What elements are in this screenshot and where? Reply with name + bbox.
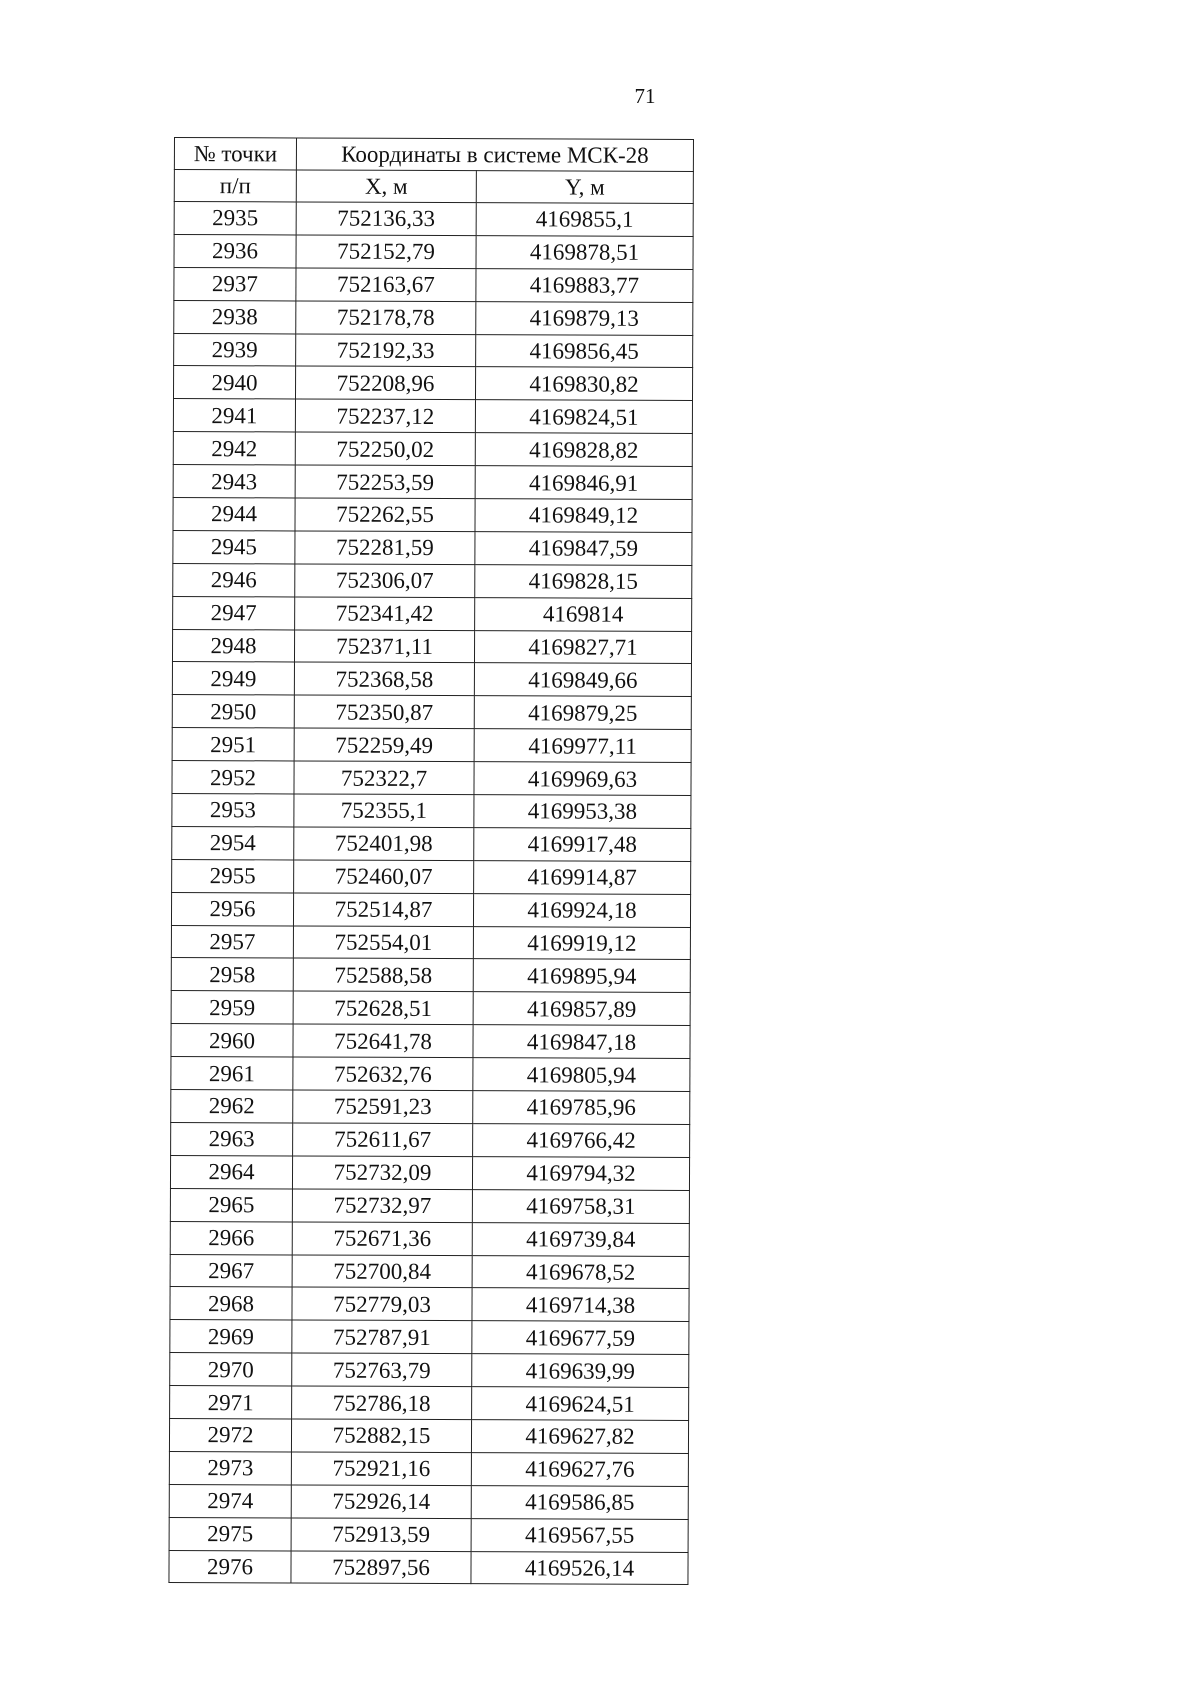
table-row — [171, 925, 690, 960]
y-coordinate-cell: 4169830,82 — [475, 367, 692, 401]
table-row — [169, 1451, 688, 1486]
y-coordinate-cell: 4169739,84 — [472, 1222, 689, 1256]
y-coordinate-cell: 4169714,38 — [472, 1288, 689, 1322]
point-number-cell: 2952 — [172, 761, 294, 794]
x-coordinate-cell: 752306,07 — [295, 564, 475, 598]
y-coordinate-cell: 4169526,14 — [471, 1551, 688, 1585]
y-coordinate-cell: 4169828,82 — [475, 433, 692, 467]
table-row — [171, 1122, 690, 1157]
point-number-cell: 2971 — [170, 1386, 292, 1419]
table-row — [173, 498, 692, 533]
point-number-cell: 2937 — [174, 267, 296, 300]
x-coordinate-cell: 752591,23 — [293, 1090, 473, 1124]
table-row — [174, 202, 693, 237]
point-number-cell: 2966 — [170, 1221, 292, 1254]
point-number-cell: 2935 — [174, 202, 296, 235]
y-coordinate-cell: 4169624,51 — [472, 1387, 689, 1421]
y-coordinate-cell: 4169627,76 — [471, 1452, 688, 1486]
x-coordinate-cell: 752641,78 — [293, 1024, 473, 1058]
x-coordinate-cell: 752371,11 — [294, 630, 474, 664]
y-coordinate-cell: 4169814 — [475, 597, 692, 631]
point-number-cell: 2964 — [170, 1155, 292, 1188]
y-coordinate-cell: 4169586,85 — [471, 1485, 688, 1519]
table-row — [174, 267, 693, 302]
point-number-cell: 2967 — [170, 1254, 292, 1287]
x-coordinate-cell: 752786,18 — [292, 1386, 472, 1420]
point-number-cell: 2956 — [171, 892, 293, 925]
y-coordinate-cell: 4169847,59 — [475, 532, 692, 566]
point-number-cell: 2950 — [172, 695, 294, 728]
x-coordinate-cell: 752401,98 — [294, 827, 474, 861]
point-number-cell: 2960 — [171, 1024, 293, 1057]
point-number-cell: 2970 — [170, 1353, 292, 1386]
table-row — [173, 399, 692, 434]
point-number-cell: 2939 — [174, 333, 296, 366]
table-row — [172, 695, 691, 730]
point-number-cell: 2954 — [172, 826, 294, 859]
y-coordinate-cell: 4169953,38 — [474, 795, 691, 829]
y-coordinate-cell: 4169977,11 — [474, 729, 691, 763]
y-coordinate-cell: 4169895,94 — [473, 959, 690, 993]
x-coordinate-cell: 752152,79 — [296, 235, 476, 269]
table-row — [170, 1320, 689, 1355]
y-coordinate-cell: 4169969,63 — [474, 762, 691, 796]
x-coordinate-cell: 752259,49 — [294, 728, 474, 762]
table-row — [169, 1517, 688, 1552]
point-number-cell: 2965 — [170, 1188, 292, 1221]
y-coordinate-cell: 4169879,25 — [474, 696, 691, 730]
table-row — [170, 1287, 689, 1322]
point-number-cell: 2957 — [171, 925, 293, 958]
y-coordinate-cell: 4169828,15 — [475, 564, 692, 598]
point-number-cell: 2949 — [172, 662, 294, 695]
x-coordinate-cell: 752763,79 — [292, 1353, 472, 1387]
point-number-cell: 2942 — [173, 432, 295, 465]
point-number-cell: 2946 — [173, 563, 295, 596]
y-coordinate-cell: 4169758,31 — [472, 1189, 689, 1223]
table-row — [173, 563, 692, 598]
table-row — [172, 794, 691, 829]
y-coordinate-cell: 4169785,96 — [473, 1091, 690, 1125]
y-coordinate-cell: 4169879,13 — [476, 301, 693, 335]
x-coordinate-cell: 752732,97 — [292, 1189, 472, 1223]
x-coordinate-cell: 752611,67 — [293, 1123, 473, 1157]
x-coordinate-cell: 752208,96 — [295, 366, 475, 400]
y-coordinate-cell: 4169794,32 — [472, 1156, 689, 1190]
point-number-cell: 2943 — [173, 465, 295, 498]
x-coordinate-cell: 752628,51 — [293, 991, 473, 1025]
x-coordinate-cell: 752779,03 — [292, 1287, 472, 1321]
table-row — [170, 1221, 689, 1256]
point-number-cell: 2976 — [169, 1550, 291, 1583]
x-coordinate-cell: 752355,1 — [294, 794, 474, 828]
table-row — [174, 234, 693, 269]
point-number-cell: 2958 — [171, 958, 293, 991]
y-coordinate-cell: 4169678,52 — [472, 1255, 689, 1289]
table-row — [174, 333, 693, 368]
y-coordinate-cell: 4169766,42 — [473, 1124, 690, 1158]
y-coordinate-cell: 4169878,51 — [476, 236, 693, 270]
x-coordinate-cell: 752632,76 — [293, 1057, 473, 1091]
x-coordinate-cell: 752588,58 — [293, 958, 473, 992]
x-column-header: X, м — [296, 170, 476, 203]
x-coordinate-cell: 752671,36 — [292, 1222, 472, 1256]
table-row — [172, 728, 691, 763]
y-coordinate-cell: 4169846,91 — [475, 466, 692, 500]
x-coordinate-cell: 752341,42 — [295, 597, 475, 631]
table-row — [169, 1418, 688, 1453]
table-row — [170, 1188, 689, 1223]
table-row — [172, 761, 691, 796]
point-number-cell: 2953 — [172, 794, 294, 827]
table-row — [173, 530, 692, 565]
table-row — [170, 1254, 689, 1289]
x-coordinate-cell: 752262,55 — [295, 498, 475, 532]
x-coordinate-cell: 752700,84 — [292, 1254, 472, 1288]
table-header — [174, 138, 693, 204]
point-number-cell: 2972 — [169, 1418, 291, 1451]
point-number-cell: 2968 — [170, 1287, 292, 1320]
table-row — [170, 1155, 689, 1190]
y-coordinate-cell: 4169855,1 — [476, 203, 693, 237]
table-row — [169, 1550, 688, 1585]
x-coordinate-cell: 752732,09 — [292, 1156, 472, 1190]
table-row — [171, 1024, 690, 1059]
x-coordinate-cell: 752250,02 — [295, 432, 475, 466]
table-row — [173, 596, 692, 631]
x-coordinate-cell: 752926,14 — [291, 1485, 471, 1519]
x-coordinate-cell: 752882,15 — [291, 1419, 471, 1453]
table-row — [170, 1353, 689, 1388]
y-coordinate-cell: 4169849,12 — [475, 499, 692, 533]
point-number-cell: 2963 — [171, 1122, 293, 1155]
table-row — [171, 958, 690, 993]
x-coordinate-cell: 752253,59 — [295, 465, 475, 499]
table-row — [172, 662, 691, 697]
point-number-cell: 2959 — [171, 991, 293, 1024]
x-coordinate-cell: 752163,67 — [296, 268, 476, 302]
point-number-cell: 2938 — [174, 300, 296, 333]
x-coordinate-cell: 752281,59 — [295, 531, 475, 565]
y-coordinate-cell: 4169567,55 — [471, 1518, 688, 1552]
point-number-cell: 2969 — [170, 1320, 292, 1353]
y-coordinate-cell: 4169827,71 — [474, 630, 691, 664]
x-coordinate-cell: 752921,16 — [291, 1452, 471, 1486]
point-number-header: № точки — [174, 138, 296, 170]
y-coordinate-cell: 4169919,12 — [473, 926, 690, 960]
table-row — [171, 1057, 690, 1092]
x-coordinate-cell: 752178,78 — [296, 301, 476, 335]
y-coordinate-cell: 4169847,18 — [473, 1025, 690, 1059]
x-coordinate-cell: 752322,7 — [294, 761, 474, 795]
coordinates-group-header: Координаты в системе МСК-28 — [296, 138, 693, 172]
coordinates-table — [168, 137, 694, 1585]
y-coordinate-cell: 4169914,87 — [474, 860, 691, 894]
point-number-cell: 2973 — [169, 1451, 291, 1484]
point-number-cell: 2947 — [173, 596, 295, 629]
page-number: 71 — [634, 84, 656, 108]
table-row — [172, 629, 691, 664]
x-coordinate-cell: 752554,01 — [293, 926, 473, 960]
y-coordinate-cell: 4169917,48 — [474, 828, 691, 862]
table-row — [173, 366, 692, 401]
y-coordinate-cell: 4169883,77 — [476, 268, 693, 302]
table-row — [173, 432, 692, 467]
table-row — [171, 1090, 690, 1125]
table-row — [171, 892, 690, 927]
y-coordinate-cell: 4169824,51 — [475, 400, 692, 434]
x-coordinate-cell: 752514,87 — [293, 893, 473, 927]
x-coordinate-cell: 752192,33 — [296, 334, 476, 368]
x-coordinate-cell: 752913,59 — [291, 1518, 471, 1552]
y-coordinate-cell: 4169677,59 — [472, 1321, 689, 1355]
point-number-cell: 2974 — [169, 1484, 291, 1517]
point-number-subheader: п/п — [174, 170, 296, 202]
x-coordinate-cell: 752787,91 — [292, 1320, 472, 1354]
x-coordinate-cell: 752368,58 — [294, 662, 474, 696]
point-number-cell: 2936 — [174, 234, 296, 267]
y-coordinate-cell: 4169924,18 — [473, 893, 690, 927]
point-number-cell: 2944 — [173, 498, 295, 531]
x-coordinate-cell: 752136,33 — [296, 202, 476, 236]
table-row — [172, 859, 691, 894]
table-row — [172, 826, 691, 861]
y-coordinate-cell: 4169627,82 — [471, 1420, 688, 1454]
point-number-cell: 2955 — [172, 859, 294, 892]
point-number-cell: 2940 — [173, 366, 295, 399]
point-number-cell: 2962 — [171, 1090, 293, 1123]
table-row — [169, 1484, 688, 1519]
y-coordinate-cell: 4169639,99 — [472, 1354, 689, 1388]
table-row — [170, 1386, 689, 1421]
point-number-cell: 2975 — [169, 1517, 291, 1550]
x-coordinate-cell: 752897,56 — [291, 1550, 471, 1584]
x-coordinate-cell: 752350,87 — [294, 695, 474, 729]
point-number-cell: 2948 — [172, 629, 294, 662]
table-body — [169, 202, 693, 1585]
x-coordinate-cell: 752237,12 — [295, 399, 475, 433]
y-column-header: Y, м — [476, 171, 693, 204]
y-coordinate-cell: 4169805,94 — [473, 1058, 690, 1092]
x-coordinate-cell: 752460,07 — [294, 860, 474, 894]
y-coordinate-cell: 4169849,66 — [474, 663, 691, 697]
y-coordinate-cell: 4169857,89 — [473, 992, 690, 1026]
point-number-cell: 2951 — [172, 728, 294, 761]
point-number-cell: 2945 — [173, 530, 295, 563]
table-row — [171, 991, 690, 1026]
table-row — [174, 300, 693, 335]
y-coordinate-cell: 4169856,45 — [476, 334, 693, 368]
point-number-cell: 2961 — [171, 1057, 293, 1090]
table-row — [173, 465, 692, 500]
point-number-cell: 2941 — [173, 399, 295, 432]
